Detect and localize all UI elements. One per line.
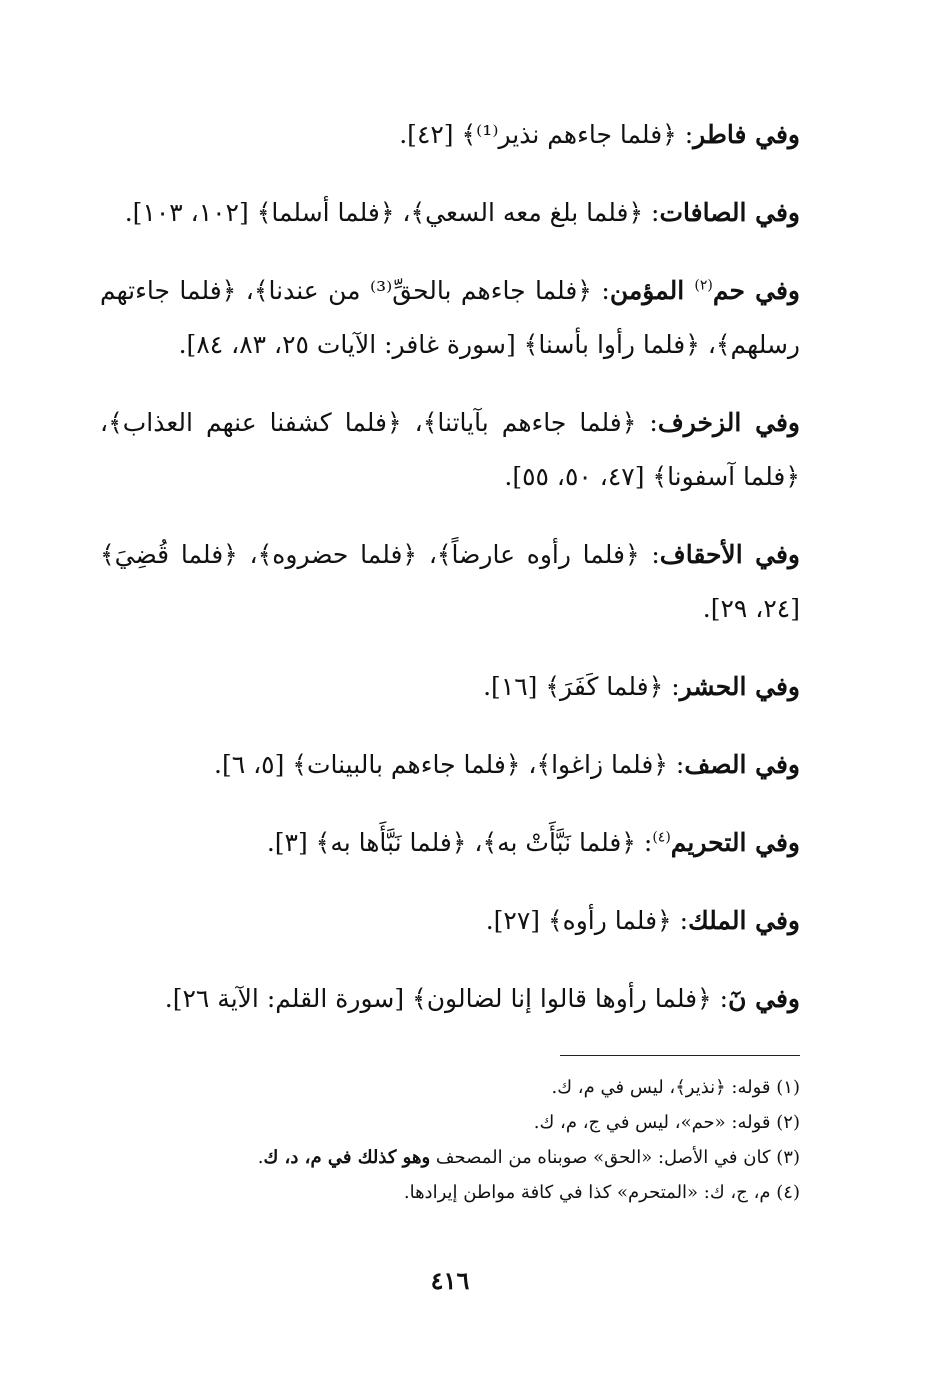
footnote-bold-text: وهو كذلك في م، د، ك xyxy=(263,1147,431,1168)
surah-name: وفي الزخرف xyxy=(657,408,800,437)
footnote-divider xyxy=(560,1055,800,1056)
paragraph-text: : ﴿فلما جاءهم بالحقِّ⁽³⁾ من عندنا﴾، ﴿فلما جاءتهم رسلهم﴾، ﴿فلما رأوا بأسنا﴾ [سورة غافر: الآيات ٢٥، ٨٣، ٨٤]. xyxy=(100,276,800,359)
footnote-2 xyxy=(100,1105,800,1140)
footnote-1 xyxy=(100,1070,800,1105)
footnote-marker[interactable]: (٤) xyxy=(652,829,671,846)
footnote-text: قوله: «حم»، ليس في ج، م، ك. xyxy=(533,1112,771,1133)
surah-name: وفي نٓ xyxy=(728,984,800,1013)
footnote-3 xyxy=(100,1140,800,1175)
surah-name: وفي فاطر xyxy=(693,120,800,149)
surah-name: وفي الملك xyxy=(688,906,800,935)
paragraph-text: : ﴿فلما جاءهم بآياتنا﴾، ﴿فلما كشفنا عنهم العذاب﴾، ﴿فلما آسفونا﴾ [٤٧، ٥٠، ٥٥]. xyxy=(100,408,800,491)
paragraph-text: : ﴿فلما بلغ معه السعي﴾، ﴿فلما أسلما﴾ [١٠٢، ١٠٣]. xyxy=(124,198,660,227)
paragraph-saffat xyxy=(100,186,800,240)
footnote-text: كان في الأصل: «الحق» صوبناه من المصحف xyxy=(430,1147,771,1168)
footnote-number: (١) xyxy=(776,1077,800,1098)
paragraph-qalam xyxy=(100,972,800,1026)
page-number: ٤١٦ xyxy=(430,1266,470,1295)
paragraph-zukhruf xyxy=(100,396,800,504)
surah-name: وفي الأحقاف xyxy=(659,540,800,569)
paragraph-saff xyxy=(100,738,800,792)
paragraph-text: : ﴿فلما رأوها قالوا إنا لضالون﴾ [سورة القلم: الآية ٢٦]. xyxy=(164,984,729,1013)
paragraph-hashr xyxy=(100,660,800,714)
book-page xyxy=(100,108,800,1328)
paragraph-text: : ﴿فلما كَفَرَ﴾ [١٦]. xyxy=(483,672,680,701)
footnote-number: (٣) xyxy=(776,1147,800,1168)
paragraph-tahrim xyxy=(100,816,800,870)
paragraph-text: : ﴿فلما جاءهم نذير⁽¹⁾﴾ [٤٢]. xyxy=(399,120,694,149)
footnote-text: قوله: ﴿نذير﴾، ليس في م، ك. xyxy=(551,1077,771,1098)
footnote-number: (٢) xyxy=(776,1112,800,1133)
footnote-number: (٤) xyxy=(776,1182,800,1203)
surah-name: وفي الحشر xyxy=(679,672,800,701)
footnote-tail: . xyxy=(257,1147,264,1168)
paragraph-text: : ﴿فلما رأوه﴾ [٢٧]. xyxy=(485,906,689,935)
surah-name: وفي الصف xyxy=(684,750,800,779)
paragraph-mumin xyxy=(100,264,800,372)
surah-name-secondary: المؤمن xyxy=(609,276,695,305)
paragraph-text: : ﴿فلما نَبَّأَتْ به﴾، ﴿فلما نَبَّأَها به﴾ [٣]. xyxy=(266,828,653,857)
paragraph-text: : ﴿فلما رأوه عارضاً﴾، ﴿فلما حضروه﴾، ﴿فلما قُضِيَ﴾ [٢٤، ٢٩]. xyxy=(100,540,800,623)
surah-name: وفي التحريم xyxy=(670,828,800,857)
paragraph-fatir xyxy=(100,108,800,162)
paragraph-text: : ﴿فلما زاغوا﴾، ﴿فلما جاءهم بالبينات﴾ [٥، ٦]. xyxy=(214,750,685,779)
surah-name: وفي الصافات xyxy=(659,198,800,227)
paragraph-mulk xyxy=(100,894,800,948)
surah-name: وفي حم xyxy=(712,276,800,305)
footnotes xyxy=(100,1070,800,1210)
footnote-marker[interactable]: (٢) xyxy=(694,277,713,294)
footnote-text: م، ج، ك: «المتحرم» كذا في كافة مواطن إيرادها. xyxy=(403,1182,771,1203)
footnote-4 xyxy=(100,1175,800,1210)
paragraph-ahqaf xyxy=(100,528,800,636)
